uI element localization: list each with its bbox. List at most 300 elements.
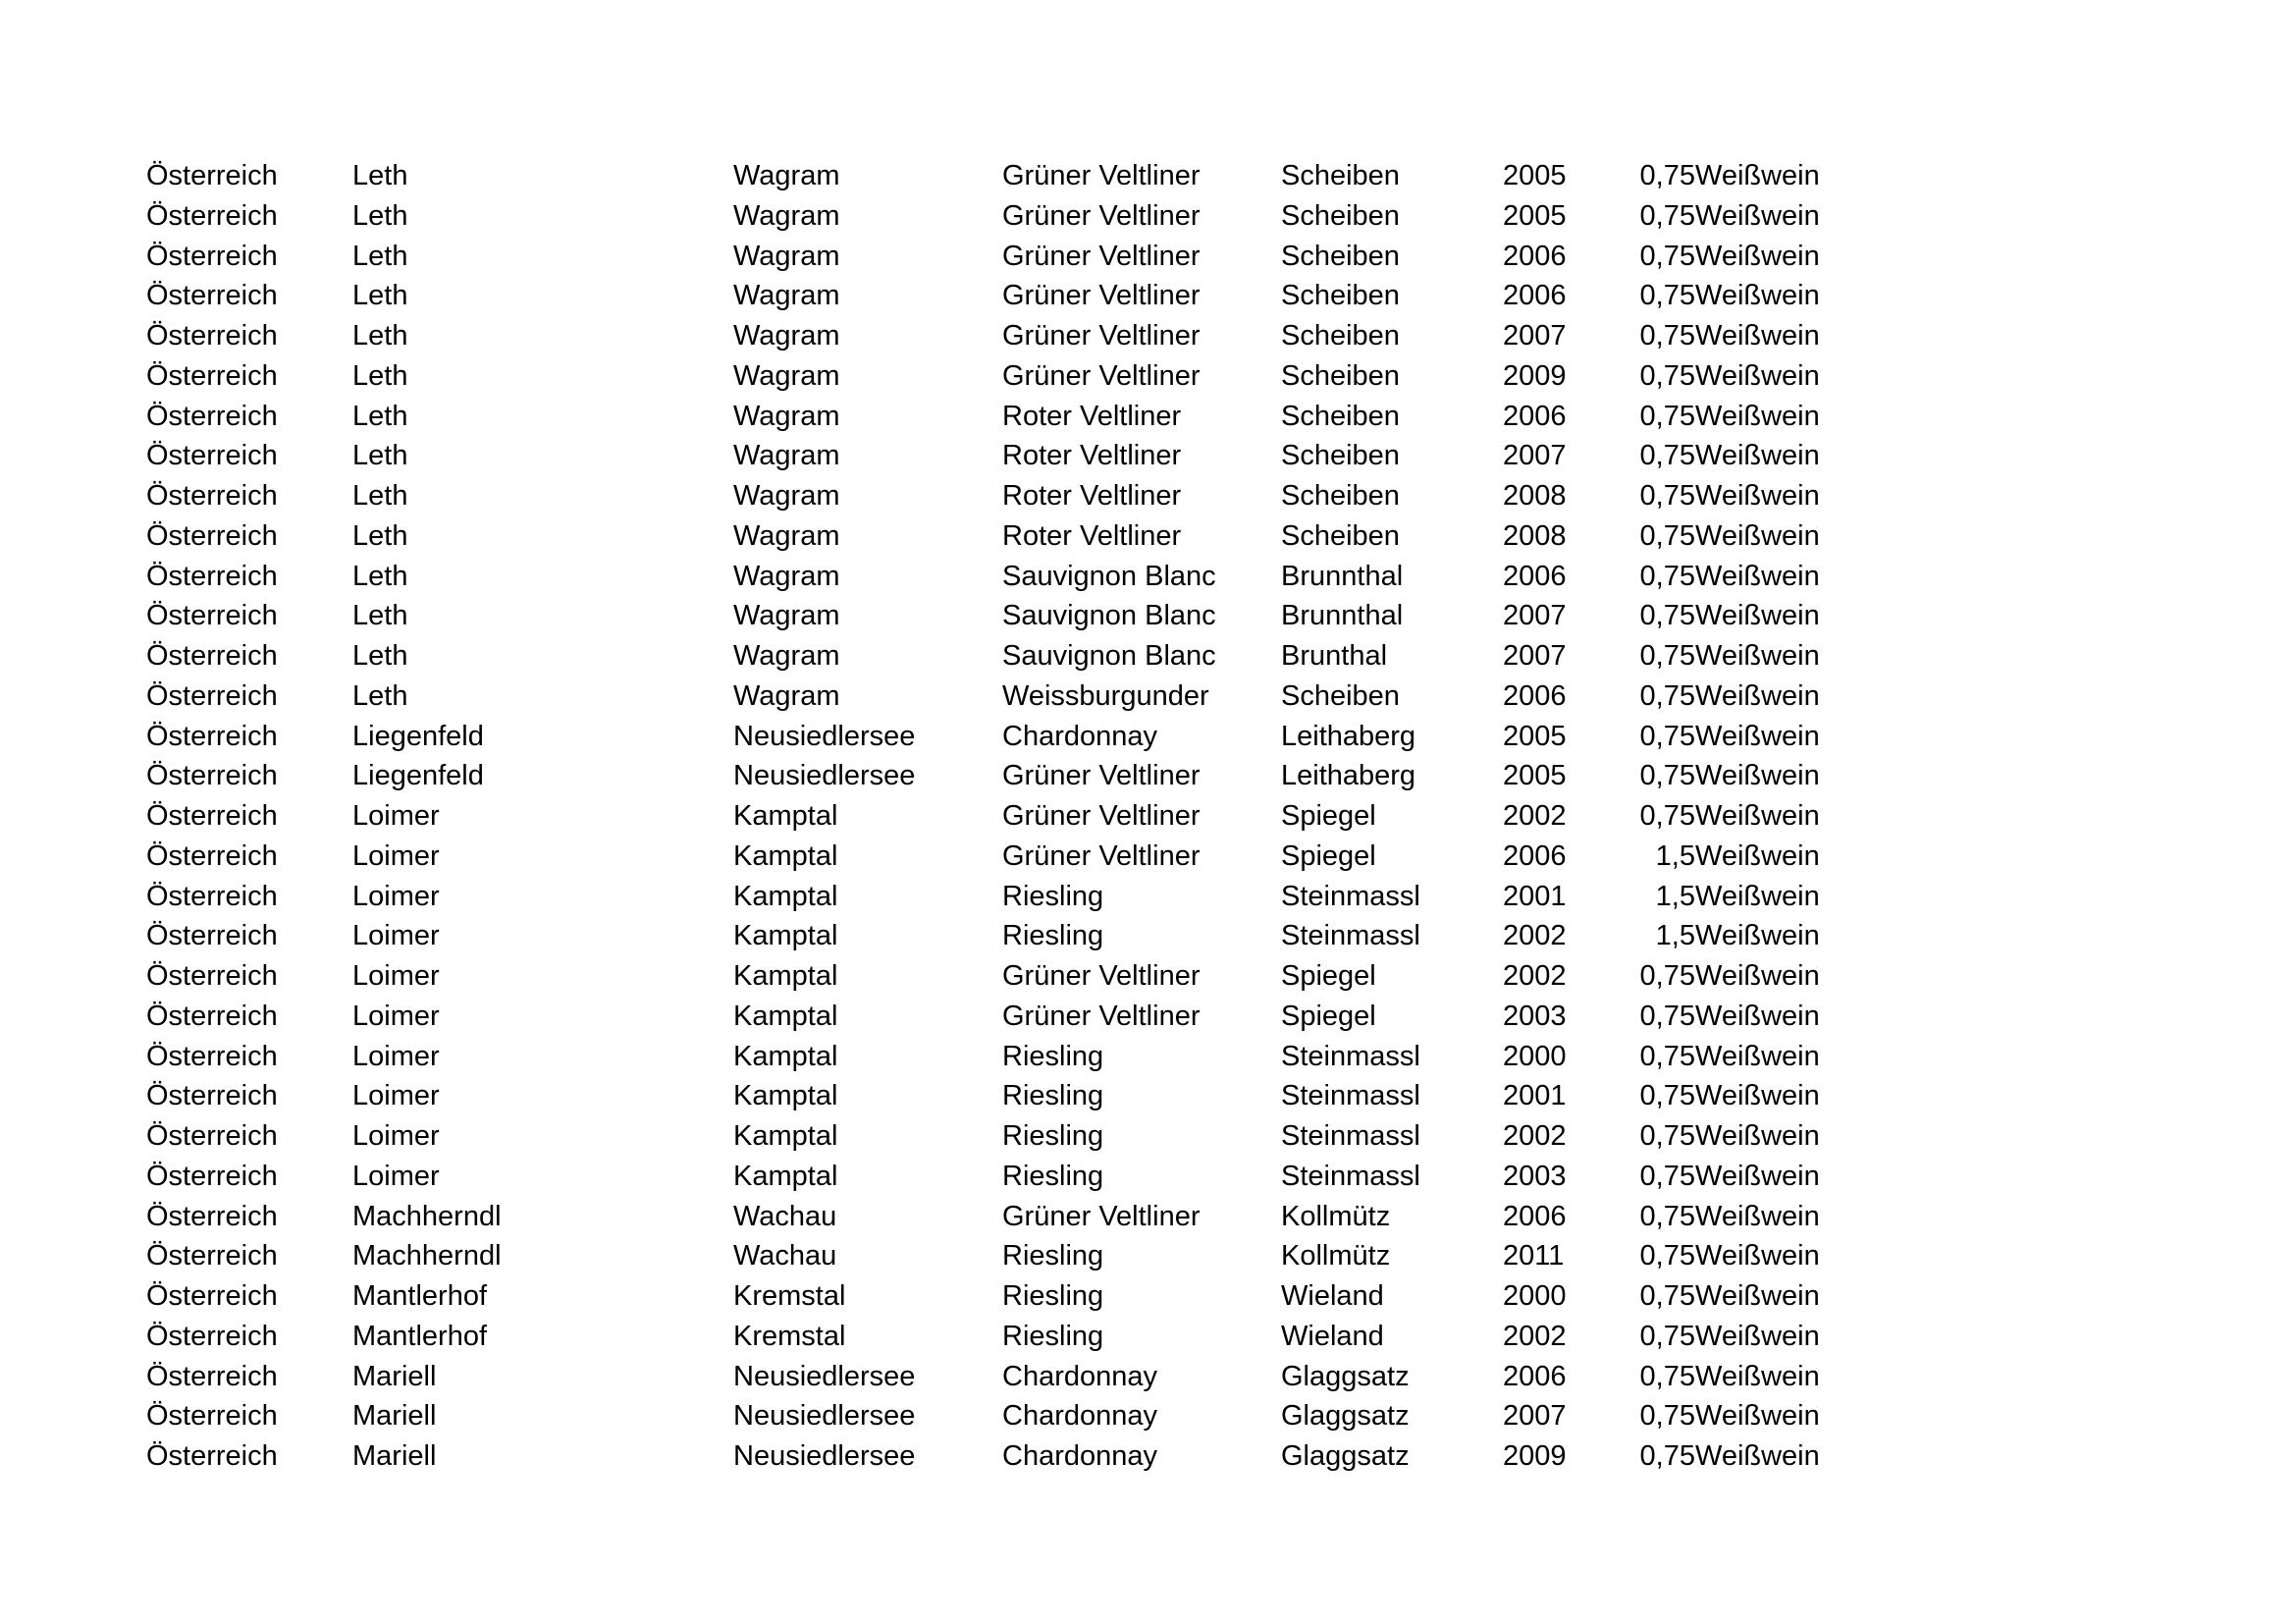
grape-cell: Grüner Veltliner — [1002, 1000, 1201, 1032]
producer-cell: Liegenfeld — [352, 760, 484, 792]
region-cell: Neusiedlersee — [733, 1360, 916, 1392]
spacer-cell — [1567, 596, 1640, 636]
spacer-cell — [1567, 516, 1640, 557]
volume-cell: 0,75 — [1639, 640, 1695, 672]
region-cell: Wachau — [733, 1240, 837, 1272]
table-row — [146, 276, 1872, 316]
table-row — [146, 717, 1872, 757]
vineyard-cell: Steinmassl — [1281, 1080, 1420, 1112]
grape-cell: Riesling — [1002, 1080, 1104, 1112]
country-cell: Österreich — [146, 1200, 278, 1232]
volume-cell: 0,75 — [1639, 519, 1695, 552]
region-cell: Kamptal — [733, 920, 838, 952]
vintage-cell: 2008 — [1503, 480, 1567, 512]
volume-cell: 0,75 — [1639, 280, 1695, 312]
vineyard-cell: Steinmassl — [1281, 920, 1420, 952]
volume-cell: 0,75 — [1639, 240, 1695, 272]
country-cell: Österreich — [146, 720, 278, 752]
vineyard-cell: Spiegel — [1281, 839, 1376, 872]
vintage-cell: 2009 — [1503, 359, 1567, 392]
spacer-cell — [1567, 796, 1640, 837]
table-row — [146, 756, 1872, 796]
table-row — [146, 436, 1872, 476]
region-cell: Wachau — [733, 1200, 837, 1232]
table-row — [146, 1436, 1872, 1477]
vineyard-cell: Wieland — [1281, 1320, 1384, 1352]
region-cell: Kamptal — [733, 880, 838, 912]
country-cell: Österreich — [146, 800, 278, 832]
category-cell: Weißwein — [1694, 1240, 1820, 1272]
volume-cell: 0,75 — [1639, 1040, 1695, 1072]
vintage-cell: 2005 — [1503, 199, 1567, 232]
volume-cell: 0,75 — [1639, 359, 1695, 392]
vineyard-cell: Spiegel — [1281, 1000, 1376, 1032]
grape-cell: Riesling — [1002, 1280, 1104, 1312]
table-row — [146, 956, 1872, 997]
category-cell: Weißwein — [1694, 600, 1820, 632]
region-cell: Wagram — [733, 199, 840, 232]
country-cell: Österreich — [146, 1360, 278, 1392]
vintage-cell: 2002 — [1503, 1120, 1567, 1152]
vineyard-cell: Steinmassl — [1281, 1040, 1420, 1072]
spacer-cell — [1567, 677, 1640, 717]
vintage-cell: 2006 — [1503, 1200, 1567, 1232]
category-cell: Weißwein — [1694, 1320, 1820, 1352]
table-row — [146, 237, 1872, 277]
grape-cell: Riesling — [1002, 920, 1104, 952]
table-row — [146, 1276, 1872, 1317]
grape-cell: Grüner Veltliner — [1002, 199, 1201, 232]
region-cell: Wagram — [733, 480, 840, 512]
category-cell: Weißwein — [1694, 1280, 1820, 1312]
country-cell: Österreich — [146, 1080, 278, 1112]
region-cell: Kamptal — [733, 960, 838, 992]
category-cell: Weißwein — [1694, 1040, 1820, 1072]
volume-cell: 0,75 — [1639, 1440, 1695, 1472]
category-cell: Weißwein — [1694, 199, 1820, 232]
grape-cell: Roter Veltliner — [1002, 400, 1182, 432]
volume-cell: 0,75 — [1639, 1160, 1695, 1192]
region-cell: Kamptal — [733, 1160, 838, 1192]
grape-cell: Chardonnay — [1002, 720, 1157, 752]
country-cell: Österreich — [146, 880, 278, 912]
producer-cell: Mariell — [352, 1400, 437, 1433]
vintage-cell: 2005 — [1503, 720, 1567, 752]
producer-cell: Loimer — [352, 800, 440, 832]
grape-cell: Grüner Veltliner — [1002, 839, 1201, 872]
region-cell: Neusiedlersee — [733, 1400, 916, 1433]
volume-cell: 0,75 — [1639, 199, 1695, 232]
region-cell: Kremstal — [733, 1280, 846, 1312]
region-cell: Kamptal — [733, 1080, 838, 1112]
category-cell: Weißwein — [1694, 480, 1820, 512]
volume-cell: 0,75 — [1639, 400, 1695, 432]
region-cell: Kamptal — [733, 1000, 838, 1032]
spacer-cell — [1567, 756, 1640, 796]
spacer-cell — [1567, 1276, 1640, 1317]
vineyard-cell: Steinmassl — [1281, 880, 1420, 912]
table-row — [146, 1076, 1872, 1116]
producer-cell: Machherndl — [352, 1240, 502, 1272]
grape-cell: Roter Veltliner — [1002, 519, 1182, 552]
country-cell: Österreich — [146, 600, 278, 632]
producer-cell: Leth — [352, 679, 408, 712]
vintage-cell: 2001 — [1503, 880, 1567, 912]
wine-list-body — [146, 156, 1872, 1477]
volume-cell: 0,75 — [1639, 1000, 1695, 1032]
volume-cell: 0,75 — [1639, 1400, 1695, 1433]
spacer-cell — [1567, 1037, 1640, 1077]
volume-cell: 0,75 — [1639, 1120, 1695, 1152]
spacer-cell — [1567, 1357, 1640, 1397]
vintage-cell: 2008 — [1503, 519, 1567, 552]
producer-cell: Loimer — [352, 960, 440, 992]
volume-cell: 0,75 — [1639, 1240, 1695, 1272]
region-cell: Wagram — [733, 320, 840, 352]
volume-cell: 0,75 — [1639, 800, 1695, 832]
volume-cell: 0,75 — [1639, 760, 1695, 792]
vineyard-cell: Brunnthal — [1281, 560, 1404, 592]
spacer-cell — [1567, 916, 1640, 956]
spacer-cell — [1567, 717, 1640, 757]
spacer-cell — [1567, 1317, 1640, 1357]
table-row — [146, 476, 1872, 516]
country-cell: Österreich — [146, 1040, 278, 1072]
vintage-cell: 2003 — [1503, 1160, 1567, 1192]
vineyard-cell: Steinmassl — [1281, 1160, 1420, 1192]
producer-cell: Leth — [352, 359, 408, 392]
volume-cell: 0,75 — [1639, 1320, 1695, 1352]
grape-cell: Grüner Veltliner — [1002, 320, 1201, 352]
grape-cell: Riesling — [1002, 1320, 1104, 1352]
producer-cell: Mariell — [352, 1440, 437, 1472]
vineyard-cell: Brunnthal — [1281, 600, 1404, 632]
country-cell: Österreich — [146, 679, 278, 712]
country-cell: Österreich — [146, 760, 278, 792]
region-cell: Neusiedlersee — [733, 720, 916, 752]
table-row — [146, 397, 1872, 437]
producer-cell: Loimer — [352, 880, 440, 912]
vintage-cell: 2007 — [1503, 320, 1567, 352]
grape-cell: Riesling — [1002, 1040, 1104, 1072]
producer-cell: Loimer — [352, 839, 440, 872]
volume-cell: 1,5 — [1655, 880, 1695, 912]
spacer-cell — [1567, 1076, 1640, 1116]
grape-cell: Grüner Veltliner — [1002, 1200, 1201, 1232]
category-cell: Weißwein — [1694, 760, 1820, 792]
country-cell: Österreich — [146, 960, 278, 992]
volume-cell: 0,75 — [1639, 679, 1695, 712]
category-cell: Weißwein — [1694, 679, 1820, 712]
region-cell: Wagram — [733, 679, 840, 712]
vintage-cell: 2011 — [1503, 1240, 1565, 1272]
region-cell: Wagram — [733, 400, 840, 432]
region-cell: Neusiedlersee — [733, 1440, 916, 1472]
table-row — [146, 677, 1872, 717]
category-cell: Weißwein — [1694, 1200, 1820, 1232]
country-cell: Österreich — [146, 1160, 278, 1192]
table-row — [146, 156, 1872, 196]
grape-cell: Grüner Veltliner — [1002, 240, 1201, 272]
vintage-cell: 2006 — [1503, 400, 1567, 432]
category-cell: Weißwein — [1694, 800, 1820, 832]
producer-cell: Leth — [352, 280, 408, 312]
vineyard-cell: Scheiben — [1281, 679, 1400, 712]
vineyard-cell: Leithaberg — [1281, 760, 1416, 792]
region-cell: Wagram — [733, 640, 840, 672]
vintage-cell: 2003 — [1503, 1000, 1567, 1032]
producer-cell: Leth — [352, 320, 408, 352]
spacer-cell — [1567, 877, 1640, 917]
grape-cell: Sauvignon Blanc — [1002, 560, 1216, 592]
country-cell: Österreich — [146, 1280, 278, 1312]
spacer-cell — [1567, 476, 1640, 516]
grape-cell: Riesling — [1002, 880, 1104, 912]
producer-cell: Loimer — [352, 1040, 440, 1072]
category-cell: Weißwein — [1694, 920, 1820, 952]
table-row — [146, 1197, 1872, 1237]
volume-cell: 0,75 — [1639, 600, 1695, 632]
vintage-cell: 2006 — [1503, 560, 1567, 592]
grape-cell: Roter Veltliner — [1002, 480, 1182, 512]
vintage-cell: 2006 — [1503, 1360, 1567, 1392]
grape-cell: Weissburgunder — [1002, 679, 1209, 712]
grape-cell: Riesling — [1002, 1120, 1104, 1152]
vintage-cell: 2002 — [1503, 960, 1567, 992]
vineyard-cell: Leithaberg — [1281, 720, 1416, 752]
producer-cell: Loimer — [352, 1000, 440, 1032]
category-cell: Weißwein — [1694, 1360, 1820, 1392]
vintage-cell: 2006 — [1503, 280, 1567, 312]
spacer-cell — [1567, 557, 1640, 597]
vintage-cell: 2006 — [1503, 679, 1567, 712]
category-cell: Weißwein — [1694, 440, 1820, 472]
region-cell: Wagram — [733, 240, 840, 272]
producer-cell: Loimer — [352, 1080, 440, 1112]
category-cell: Weißwein — [1694, 1400, 1820, 1433]
producer-cell: Machherndl — [352, 1200, 502, 1232]
table-row — [146, 837, 1872, 877]
region-cell: Kremstal — [733, 1320, 846, 1352]
table-row — [146, 796, 1872, 837]
producer-cell: Mantlerhof — [352, 1320, 488, 1352]
vintage-cell: 2000 — [1503, 1280, 1567, 1312]
region-cell: Kamptal — [733, 800, 838, 832]
region-cell: Wagram — [733, 359, 840, 392]
table-row — [146, 1357, 1872, 1397]
country-cell: Österreich — [146, 1400, 278, 1433]
vineyard-cell: Wieland — [1281, 1280, 1384, 1312]
grape-cell: Sauvignon Blanc — [1002, 640, 1216, 672]
volume-cell: 0,75 — [1639, 1360, 1695, 1392]
volume-cell: 0,75 — [1639, 440, 1695, 472]
grape-cell: Grüner Veltliner — [1002, 760, 1201, 792]
table-row — [146, 997, 1872, 1037]
country-cell: Österreich — [146, 199, 278, 232]
region-cell: Wagram — [733, 519, 840, 552]
table-row — [146, 516, 1872, 557]
volume-cell: 0,75 — [1639, 480, 1695, 512]
vineyard-cell: Steinmassl — [1281, 1120, 1420, 1152]
spacer-cell — [1567, 1197, 1640, 1237]
producer-cell: Liegenfeld — [352, 720, 484, 752]
vintage-cell: 2002 — [1503, 920, 1567, 952]
wine-list-table — [146, 156, 1872, 1477]
region-cell: Kamptal — [733, 839, 838, 872]
spacer-cell — [1567, 356, 1640, 397]
category-cell: Weißwein — [1694, 640, 1820, 672]
vintage-cell: 2007 — [1503, 640, 1567, 672]
category-cell: Weißwein — [1694, 240, 1820, 272]
vineyard-cell: Scheiben — [1281, 280, 1400, 312]
vintage-cell: 2007 — [1503, 600, 1567, 632]
spacer-cell — [1567, 196, 1640, 237]
country-cell: Österreich — [146, 839, 278, 872]
spacer-cell — [1567, 1436, 1640, 1477]
grape-cell: Riesling — [1002, 1240, 1104, 1272]
vineyard-cell: Spiegel — [1281, 960, 1376, 992]
volume-cell: 0,75 — [1639, 960, 1695, 992]
producer-cell: Leth — [352, 240, 408, 272]
volume-cell: 0,75 — [1639, 560, 1695, 592]
grape-cell: Chardonnay — [1002, 1400, 1157, 1433]
vineyard-cell: Glaggsatz — [1281, 1440, 1410, 1472]
producer-cell: Mariell — [352, 1360, 437, 1392]
country-cell: Österreich — [146, 359, 278, 392]
country-cell: Österreich — [146, 240, 278, 272]
category-cell: Weißwein — [1694, 839, 1820, 872]
producer-cell: Leth — [352, 600, 408, 632]
table-row — [146, 557, 1872, 597]
vintage-cell: 2002 — [1503, 800, 1567, 832]
producer-cell: Mantlerhof — [352, 1280, 488, 1312]
spacer-cell — [1567, 1396, 1640, 1436]
vintage-cell: 2006 — [1503, 240, 1567, 272]
spacer-cell — [1567, 1157, 1640, 1197]
country-cell: Österreich — [146, 560, 278, 592]
country-cell: Österreich — [146, 1440, 278, 1472]
volume-cell: 0,75 — [1639, 1080, 1695, 1112]
grape-cell: Grüner Veltliner — [1002, 280, 1201, 312]
producer-cell: Leth — [352, 160, 408, 191]
producer-cell: Leth — [352, 199, 408, 232]
grape-cell: Roter Veltliner — [1002, 440, 1182, 472]
spacer-cell — [1567, 636, 1640, 677]
spacer-cell — [1567, 956, 1640, 997]
vineyard-cell: Glaggsatz — [1281, 1360, 1410, 1392]
category-cell: Weißwein — [1694, 960, 1820, 992]
vintage-cell: 2001 — [1503, 1080, 1567, 1112]
table-row — [146, 916, 1872, 956]
category-cell: Weißwein — [1694, 1120, 1820, 1152]
vineyard-cell: Spiegel — [1281, 800, 1376, 832]
region-cell: Kamptal — [733, 1040, 838, 1072]
category-cell: Weißwein — [1694, 320, 1820, 352]
spacer-cell — [1567, 837, 1640, 877]
producer-cell: Leth — [352, 519, 408, 552]
grape-cell: Grüner Veltliner — [1002, 160, 1201, 191]
volume-cell: 0,75 — [1639, 1200, 1695, 1232]
region-cell: Kamptal — [733, 1120, 838, 1152]
category-cell: Weißwein — [1694, 280, 1820, 312]
country-cell: Österreich — [146, 320, 278, 352]
region-cell: Wagram — [733, 440, 840, 472]
country-cell: Österreich — [146, 1240, 278, 1272]
table-row — [146, 1037, 1872, 1077]
grape-cell: Sauvignon Blanc — [1002, 600, 1216, 632]
table-row — [146, 596, 1872, 636]
category-cell: Weißwein — [1694, 160, 1820, 191]
country-cell: Österreich — [146, 480, 278, 512]
volume-cell: 1,5 — [1655, 920, 1695, 952]
category-cell: Weißwein — [1694, 400, 1820, 432]
country-cell: Österreich — [146, 160, 278, 191]
category-cell: Weißwein — [1694, 1440, 1820, 1472]
region-cell: Wagram — [733, 280, 840, 312]
spacer-cell — [1567, 1236, 1640, 1276]
table-row — [146, 1317, 1872, 1357]
producer-cell: Leth — [352, 640, 408, 672]
table-row — [146, 636, 1872, 677]
grape-cell: Grüner Veltliner — [1002, 359, 1201, 392]
category-cell: Weißwein — [1694, 359, 1820, 392]
volume-cell: 1,5 — [1655, 839, 1695, 872]
grape-cell: Grüner Veltliner — [1002, 960, 1201, 992]
table-row — [146, 356, 1872, 397]
producer-cell: Loimer — [352, 920, 440, 952]
vintage-cell: 2007 — [1503, 1400, 1567, 1433]
table-row — [146, 1396, 1872, 1436]
vineyard-cell: Scheiben — [1281, 160, 1400, 191]
table-row — [146, 196, 1872, 237]
category-cell: Weißwein — [1694, 519, 1820, 552]
vintage-cell: 2006 — [1503, 839, 1567, 872]
producer-cell: Leth — [352, 480, 408, 512]
producer-cell: Loimer — [352, 1160, 440, 1192]
spacer-cell — [1567, 276, 1640, 316]
volume-cell: 0,75 — [1639, 1280, 1695, 1312]
vineyard-cell: Scheiben — [1281, 199, 1400, 232]
spacer-cell — [1567, 997, 1640, 1037]
category-cell: Weißwein — [1694, 720, 1820, 752]
vineyard-cell: Scheiben — [1281, 400, 1400, 432]
producer-cell: Leth — [352, 400, 408, 432]
country-cell: Österreich — [146, 920, 278, 952]
region-cell: Wagram — [733, 560, 840, 592]
country-cell: Österreich — [146, 1320, 278, 1352]
region-cell: Wagram — [733, 600, 840, 632]
producer-cell: Leth — [352, 440, 408, 472]
table-row — [146, 1236, 1872, 1276]
country-cell: Österreich — [146, 440, 278, 472]
volume-cell: 0,75 — [1639, 720, 1695, 752]
vineyard-cell: Kollmütz — [1281, 1200, 1391, 1232]
vineyard-cell: Scheiben — [1281, 359, 1400, 392]
country-cell: Österreich — [146, 640, 278, 672]
vineyard-cell: Scheiben — [1281, 240, 1400, 272]
vineyard-cell: Scheiben — [1281, 480, 1400, 512]
vineyard-cell: Glaggsatz — [1281, 1400, 1410, 1433]
table-row — [146, 1116, 1872, 1157]
spacer-cell — [1567, 397, 1640, 437]
country-cell: Österreich — [146, 400, 278, 432]
vineyard-cell: Brunthal — [1281, 640, 1388, 672]
vintage-cell: 2005 — [1503, 760, 1567, 792]
spacer-cell — [1567, 316, 1640, 356]
spacer-cell — [1567, 436, 1640, 476]
volume-cell: 0,75 — [1639, 320, 1695, 352]
vintage-cell: 2000 — [1503, 1040, 1567, 1072]
